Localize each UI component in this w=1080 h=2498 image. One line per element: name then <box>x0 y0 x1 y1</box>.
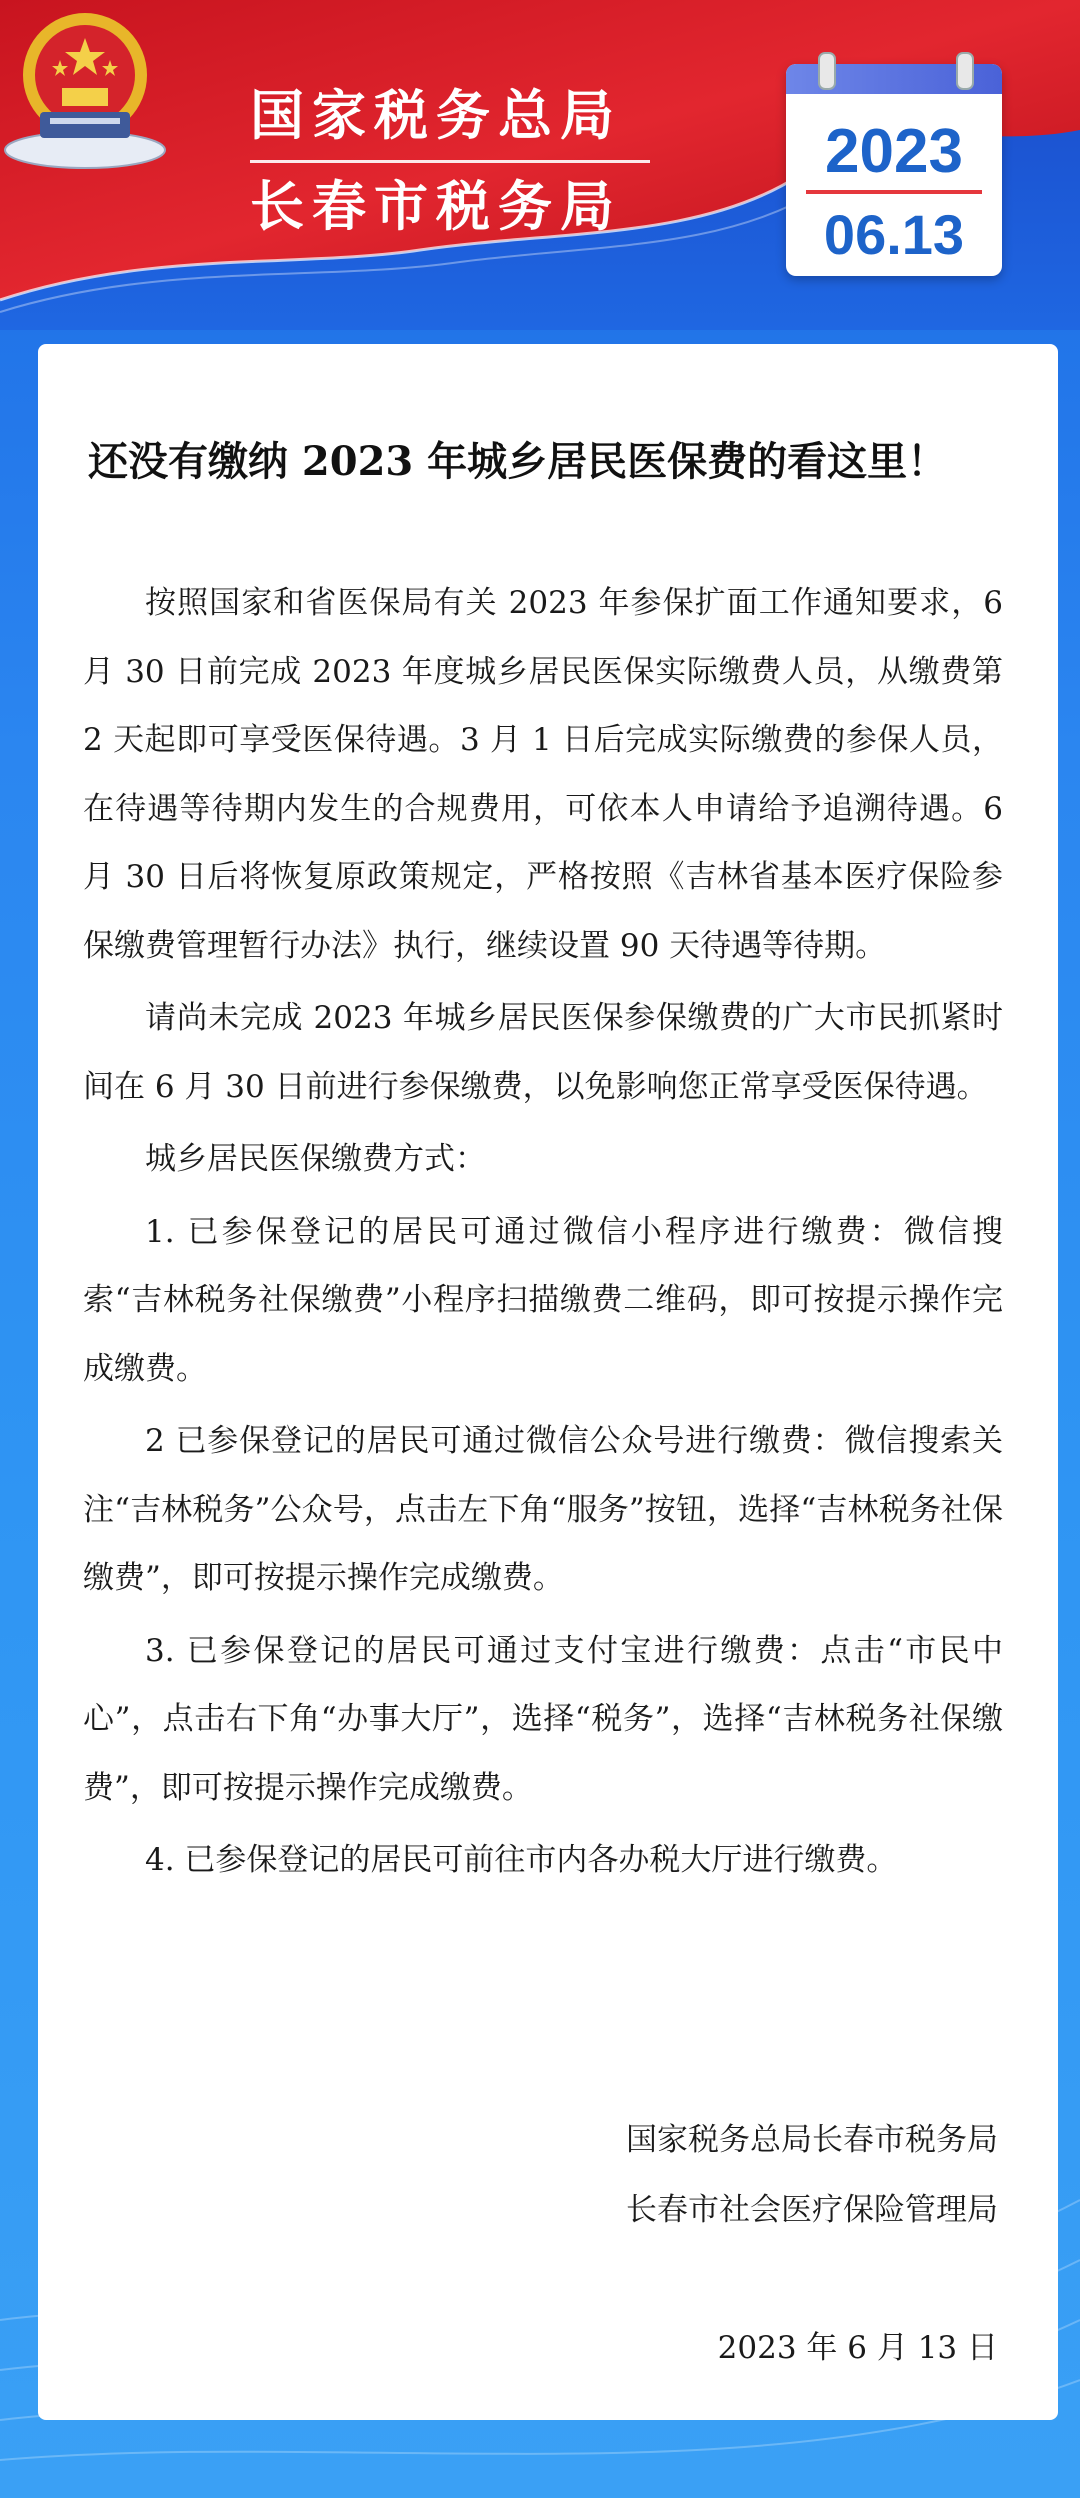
signature-issuer-1: 国家税务总局长春市税务局 <box>626 2122 998 2158</box>
calendar-year: 2023 <box>825 117 963 186</box>
article-card <box>38 344 1058 2420</box>
national-emblem-icon <box>0 0 170 180</box>
calendar-rule <box>806 190 982 194</box>
calendar-ring-icon <box>818 52 836 90</box>
org-name-line-1: 国家税务总局 <box>250 84 622 147</box>
list-item: 2 已参保登记的居民可通过微信公众号进行缴费：微信搜索关注“吉林税务”公众号，点击左下角“服务”按钮，选择“吉林税务社保缴费”，即可按提示操作完成缴费。 <box>83 1423 1003 1596</box>
org-title-block <box>250 76 650 247</box>
calendar-date-card <box>786 64 1002 276</box>
calendar-month-day: 06.13 <box>823 203 965 266</box>
title-divider <box>250 160 650 163</box>
article-title: 还没有缴纳 2023 年城乡居民医保费的看这里！ <box>88 438 948 485</box>
list-item: 1. 已参保登记的居民可通过微信小程序进行缴费：微信搜索“吉林税务社保缴费”小程序扫描缴费二维码，即可按提示操作完成缴费。 <box>83 1213 1003 1387</box>
publish-date: 2023 年 6 月 13 日 <box>717 2330 998 2366</box>
article-body <box>83 569 1003 1895</box>
org-name-line-2: 长春市税务局 <box>250 175 622 238</box>
signature-issuer-2: 长春市社会医疗保险管理局 <box>626 2192 998 2228</box>
paragraph: 按照国家和省医保局有关 2023 年参保扩面工作通知要求，6 月 30 日前完成 2023 年度城乡居民医保实际缴费人员，从缴费第 2 天起即可享受医保待遇。3 月 1 日后完成实际缴费的参保人员，在待遇等待期内发生的合规费用，可依本人申请给予追溯待遇。6 月 30 日后将恢复原政策规定，严格按照《吉林省基本医疗保险参保缴费管理暂行办法》执行，继续设置 90 天待遇等待期。 <box>83 585 1003 964</box>
header-banner <box>0 0 1080 330</box>
list-item: 4. 已参保登记的居民可前往市内各办税大厅进行缴费。 <box>145 1842 898 1878</box>
calendar-ring-icon <box>956 52 974 90</box>
paragraph: 请尚未完成 2023 年城乡居民医保参保缴费的广大市民抓紧时间在 6 月 30 日前进行参保缴费，以免影响您正常享受医保待遇。 <box>83 1000 1003 1105</box>
list-item: 3. 已参保登记的居民可通过支付宝进行缴费：点击“市民中心”，点击右下角“办事大厅”，选择“税务”，选择“吉林税务社保缴费”，即可按提示操作完成缴费。 <box>83 1632 1003 1806</box>
paragraph: 城乡居民医保缴费方式： <box>145 1141 486 1177</box>
